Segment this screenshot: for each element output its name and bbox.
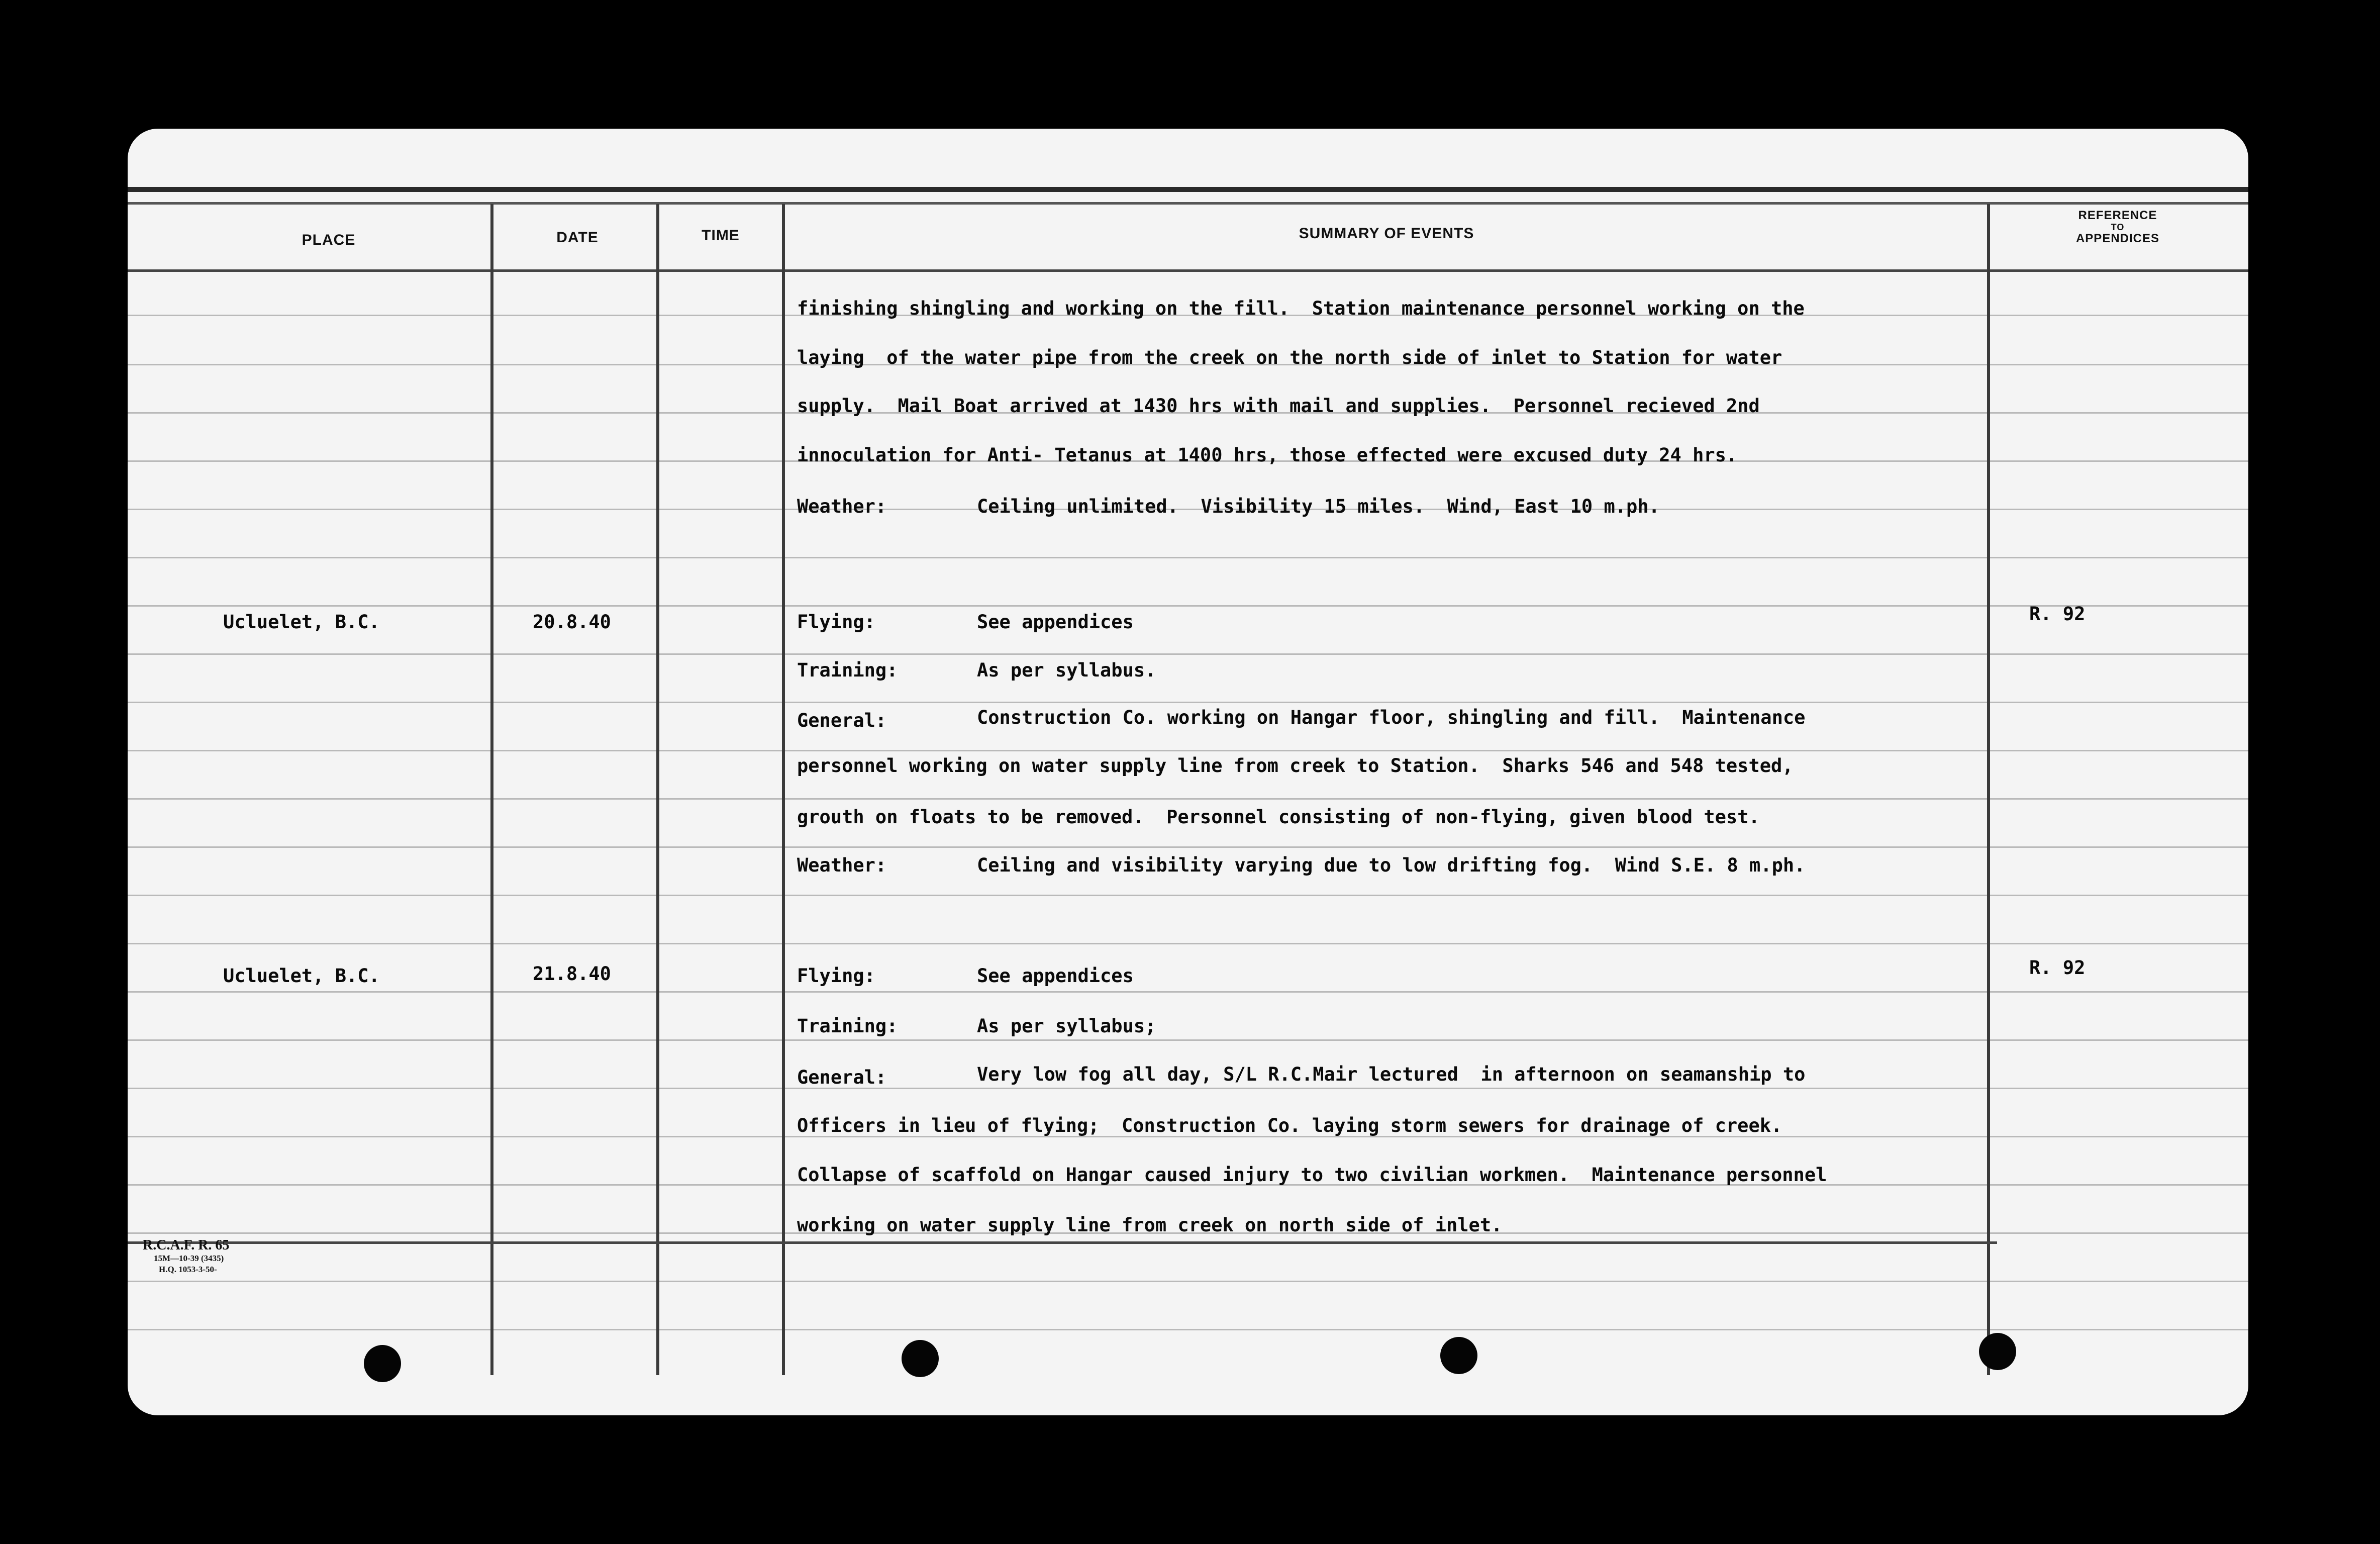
- header-time: TIME: [702, 227, 740, 244]
- ruled-line: [128, 991, 2248, 993]
- header-reference-line1: REFERENCE: [2078, 209, 2157, 222]
- flying-text: See appendices: [977, 965, 1134, 987]
- column-divider-time-summary: [782, 204, 785, 1375]
- flying-label: Flying:: [797, 965, 875, 987]
- binder-hole: [902, 1340, 939, 1377]
- weather-label: Weather:: [797, 854, 887, 876]
- general-text: grouth on floats to be removed. Personnel consisting of non-flying, given blood test.: [797, 806, 1760, 828]
- training-label: Training:: [797, 1015, 898, 1037]
- weather-text: Ceiling unlimited. Visibility 15 miles. Wind, East 10 m.ph.: [977, 496, 1660, 517]
- general-label: General:: [797, 1067, 887, 1088]
- weather-label: Weather:: [797, 496, 887, 517]
- training-text: As per syllabus;: [977, 1015, 1156, 1037]
- column-divider-place-date: [490, 204, 493, 1375]
- entry-place: Ucluelet, B.C.: [223, 611, 380, 633]
- general-text: personnel working on water supply line from creek to Station. Sharks 546 and 548 tested,: [797, 755, 1794, 777]
- diary-form-card: [128, 129, 2248, 1415]
- binder-hole: [1979, 1333, 2016, 1370]
- ruled-line: [128, 1088, 2248, 1089]
- entry-reference: R. 92: [2029, 603, 2086, 625]
- ruled-line: [128, 895, 2248, 896]
- ruled-line: [128, 846, 2248, 848]
- entry-reference: R. 92: [2029, 957, 2086, 979]
- form-hq-code: H.Q. 1053-3-50-: [159, 1265, 217, 1274]
- form-number: R.C.A.F. R. 65: [143, 1237, 230, 1253]
- top-rule: [128, 187, 2248, 192]
- ruled-line: [128, 798, 2248, 800]
- continuation-line: laying of the water pipe from the creek on the north side of inlet to Station for water: [797, 347, 1782, 368]
- training-text: As per syllabus.: [977, 659, 1156, 681]
- weather-text: Ceiling and visibility varying due to low drifting fog. Wind S.E. 8 m.ph.: [977, 854, 1806, 876]
- general-label: General:: [797, 710, 887, 731]
- continuation-line: supply. Mail Boat arrived at 1430 hrs with mail and supplies. Personnel recieved 2nd: [797, 395, 1760, 417]
- ruled-line: [128, 1281, 2248, 1282]
- header-place: PLACE: [302, 232, 356, 248]
- flying-text: See appendices: [977, 611, 1134, 633]
- entry-date: 20.8.40: [533, 611, 611, 633]
- ruled-line: [128, 943, 2248, 944]
- header-divider: [128, 269, 2248, 272]
- header-reference: [1997, 209, 2238, 245]
- header-date: DATE: [556, 229, 599, 246]
- flying-label: Flying:: [797, 611, 875, 633]
- column-divider-summary-reference: [1987, 204, 1990, 1375]
- general-text: Very low fog all day, S/L R.C.Mair lectured in afternoon on seamanship to: [977, 1064, 1806, 1085]
- header-reference-line2: TO: [2111, 222, 2125, 232]
- general-text: Officers in lieu of flying; Construction Co. laying storm sewers for drainage of creek.: [797, 1115, 1782, 1136]
- ruled-line: [128, 653, 2248, 655]
- ruled-line: [128, 1039, 2248, 1041]
- ruled-line: [128, 557, 2248, 558]
- bottom-rule: [128, 1241, 1997, 1244]
- header-reference-line3: APPENDICES: [2075, 232, 2160, 245]
- entry-place: Ucluelet, B.C.: [223, 965, 380, 987]
- general-text: working on water supply line from creek on north side of inlet.: [797, 1214, 1503, 1236]
- ruled-line: [128, 1329, 2248, 1330]
- binder-hole: [1440, 1337, 1477, 1374]
- header-summary: SUMMARY OF EVENTS: [1299, 225, 1474, 242]
- general-text: Construction Co. working on Hangar floor, shingling and fill. Maintenance: [977, 707, 1806, 728]
- training-label: Training:: [797, 659, 898, 681]
- binder-hole: [364, 1345, 401, 1382]
- form-print-code: 15M—10-39 (3435): [154, 1253, 224, 1263]
- ruled-line: [128, 702, 2248, 703]
- ruled-line: [128, 750, 2248, 751]
- ruled-line: [128, 605, 2248, 607]
- continuation-line: finishing shingling and working on the fill. Station maintenance personnel working on the: [797, 298, 1805, 319]
- entry-date: 21.8.40: [533, 963, 611, 985]
- column-divider-date-time: [656, 204, 659, 1375]
- top-rule-secondary: [128, 202, 2248, 205]
- general-text: Collapse of scaffold on Hangar caused injury to two civilian workmen. Maintenance personnel: [797, 1164, 1827, 1186]
- continuation-line: innoculation for Anti- Tetanus at 1400 hrs, those effected were excused duty 24 hrs.: [797, 444, 1738, 466]
